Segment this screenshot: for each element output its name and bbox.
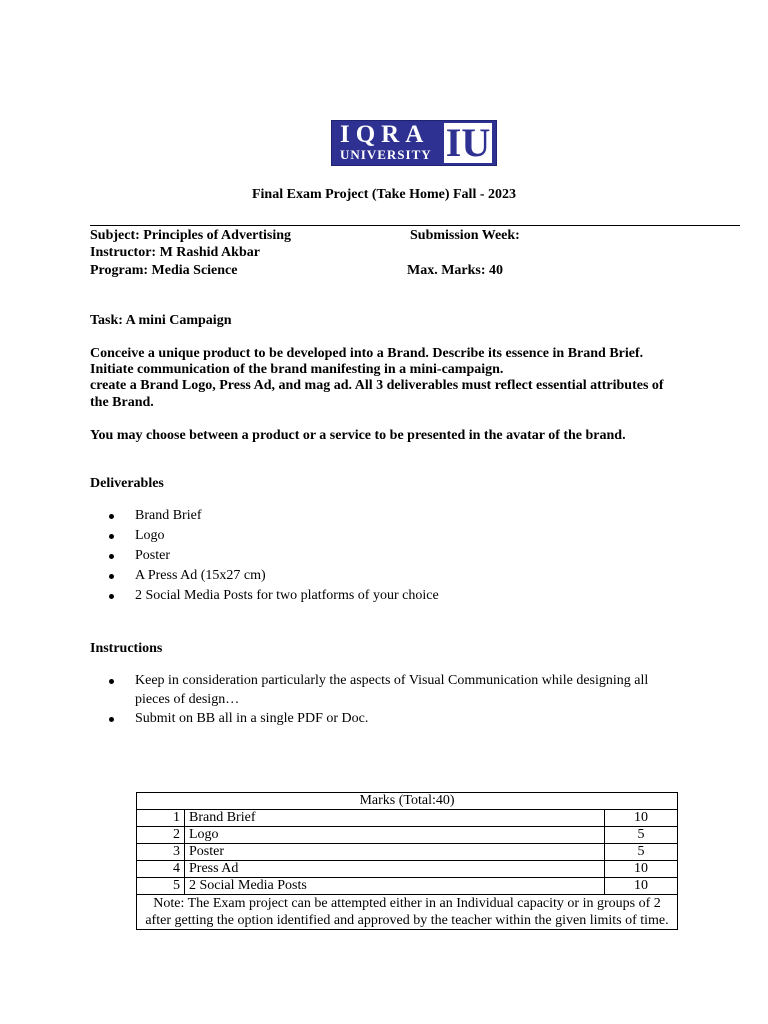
max-marks-label: Max. Marks: 40 [407, 263, 504, 278]
row-marks: 10 [605, 810, 678, 827]
task-line: create a Brand Logo, Press Ad, and mag ad. All 3 deliverables must reflect essential attributes of [90, 378, 664, 393]
table-header: Marks (Total:40) [137, 793, 678, 810]
submission-week-label: Submission Week: [410, 228, 520, 243]
row-marks: 5 [605, 827, 678, 844]
task-line: Initiate communication of the brand manifesting in a mini-campaign. [90, 362, 504, 377]
table-row [137, 844, 678, 861]
logo-university-text: UNIVERSITY [340, 147, 432, 162]
row-item: 2 Social Media Posts [185, 878, 605, 895]
list-item: Keep in consideration particularly the aspects of Visual Communication while designing all pieces of design… [90, 671, 655, 709]
row-marks: 10 [605, 861, 678, 878]
row-marks: 5 [605, 844, 678, 861]
deliverables-heading: Deliverables [90, 476, 164, 491]
list-item: 2 Social Media Posts for two platforms of your choice [90, 586, 439, 606]
program-label: Program: Media Science [90, 263, 238, 278]
task-line: the Brand. [90, 395, 154, 410]
row-marks: 10 [605, 878, 678, 895]
university-logo [331, 120, 497, 166]
table-note: Note: The Exam project can be attempted either in an Individual capacity or in groups of 2 after getting the option identified and approved by the teacher within the given limits of time. [137, 895, 678, 930]
row-number: 2 [137, 827, 185, 844]
list-item: Logo [90, 526, 439, 546]
table-row [137, 810, 678, 827]
task-line: Conceive a unique product to be developed into a Brand. Describe its essence in Brand Brief. [90, 346, 644, 361]
table-note-row [137, 895, 678, 930]
table-row [137, 878, 678, 895]
logo-iu-box [444, 120, 492, 165]
marks-table [136, 792, 678, 930]
row-item: Logo [185, 827, 605, 844]
row-item: Poster [185, 844, 605, 861]
logo-iu-mark: IU [445, 120, 491, 165]
list-item: A Press Ad (15x27 cm) [90, 566, 439, 586]
list-item: Submit on BB all in a single PDF or Doc. [90, 709, 655, 728]
list-item: Poster [90, 546, 439, 566]
row-number: 3 [137, 844, 185, 861]
row-item: Press Ad [185, 861, 605, 878]
deliverables-list [90, 506, 439, 606]
logo-iqra-text: IQRA [340, 121, 430, 148]
task-choice-text: You may choose between a product or a service to be presented in the avatar of the brand. [90, 428, 626, 443]
list-item: Brand Brief [90, 506, 439, 526]
header-divider [90, 225, 740, 226]
table-row [137, 827, 678, 844]
document-title: Final Exam Project (Take Home) Fall - 2023 [251, 187, 517, 202]
task-heading: Task: A mini Campaign [90, 313, 232, 328]
table-header-row [137, 793, 678, 810]
row-item: Brand Brief [185, 810, 605, 827]
subject-label: Subject: Principles of Advertising [90, 228, 292, 243]
instructions-list [90, 671, 655, 728]
instructor-label: Instructor: M Rashid Akbar [90, 245, 260, 260]
row-number: 5 [137, 878, 185, 895]
row-number: 4 [137, 861, 185, 878]
instructions-heading: Instructions [90, 641, 163, 656]
row-number: 1 [137, 810, 185, 827]
table-row [137, 861, 678, 878]
